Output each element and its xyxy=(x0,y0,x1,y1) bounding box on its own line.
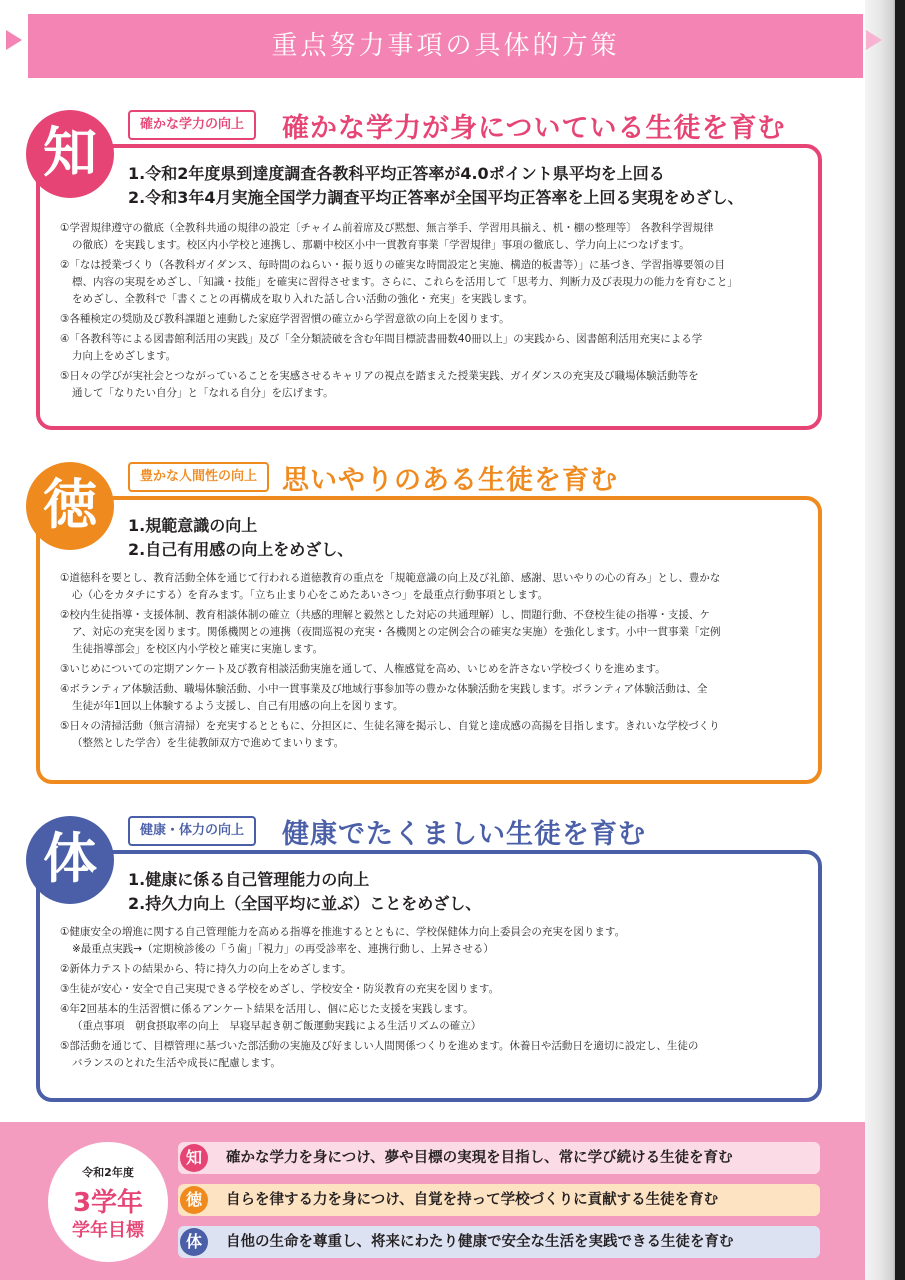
health-items xyxy=(60,924,802,1075)
section-health xyxy=(0,806,860,1106)
footer-goal-health xyxy=(178,1226,820,1258)
goal-item: 1.令和2年度県到達度調査各教科平均正答率が4.0ポイント県平均を上回る xyxy=(128,164,665,183)
knowledge-tag: 確かな学力の向上 xyxy=(128,110,256,140)
health-goals xyxy=(128,868,481,916)
footer-goal-text: 自らを律する力を身につけ、自覚を持って学校づくりに貢献する生徒を育む xyxy=(226,1192,719,1208)
list-item: ③各種検定の奨励及び教科課題と連動した家庭学習習慣の確立から学習意欲の向上を図ります。 xyxy=(60,313,510,325)
footer-health-badge: 体 xyxy=(180,1228,208,1256)
footer-grade: 3学年 xyxy=(72,1188,144,1218)
section-morality xyxy=(0,452,860,788)
goal-item: 2.自己有用感の向上をめざし、 xyxy=(128,540,354,559)
footer-label: 学年目標 xyxy=(72,1220,144,1241)
health-tag: 健康・体力の向上 xyxy=(128,816,256,846)
goal-item: 2.令和3年4月実施全国学力調査平均正答率が全国平均正答率を上回る実現をめざし、 xyxy=(128,188,744,207)
footer-year: 令和2年度 xyxy=(82,1166,134,1179)
page-edge xyxy=(865,0,905,1280)
header-banner xyxy=(28,14,863,78)
goal-item: 1.規範意識の向上 xyxy=(128,516,258,535)
morality-items xyxy=(60,570,802,755)
morality-badge: 徳 xyxy=(26,462,114,550)
knowledge-title: 確かな学力が身についている生徒を育む xyxy=(282,113,786,144)
header-arrow-right-icon xyxy=(866,30,882,50)
page-title: 重点努力事項の具体的方策 xyxy=(271,31,620,61)
knowledge-items xyxy=(60,220,802,405)
section-knowledge xyxy=(0,100,860,434)
list-item: ②「なは授業づくり（各教科ガイダンス、毎時間のねらい・振り返りの確実な時間設定と実施、構造的板書等）」に基づき、学習指導要領の目 標、内容の実現をめざし、「知識・技能」を確実に習得させます。さらに、これらを活用して「思考力、判断力及び表現力の能力を育むこと」 をめざし、全教科で「書くことの再構成を取り入れた話し合い活動の強化・充実」を実践します。 xyxy=(60,259,738,305)
list-item: ①道徳科を要とし、教育活動全体を通じて行われる道徳教育の重点を「規範意識の向上及び礼節、感謝、思いやりの心の育み」とし、豊かな 心（心をカタチにする）を育みます。「立ち止まり心をこめたあいさつ」を最重点行動事項とします。 xyxy=(60,572,721,601)
footer-knowledge-badge: 知 xyxy=(180,1144,208,1172)
list-item: ⑤部活動を通じて、目標管理に基づいた部活動の実施及び好ましい人間関係つくりを進めます。休養日や活動日を適切に設定し、生徒の バランスのとれた生活や成長に配慮します。 xyxy=(60,1040,699,1069)
health-badge: 体 xyxy=(26,816,114,904)
morality-title: 思いやりのある生徒を育む xyxy=(282,465,618,496)
footer-goal-text: 確かな学力を身につけ、夢や目標の実現を目指し、常に学び続ける生徒を育む xyxy=(226,1150,733,1166)
list-item: ④「各教科等による図書館利活用の実践」及び「全分類読破を含む年間目標読書冊数40冊以上」の実践から、図書館利活用充実による学 力向上をめざします。 xyxy=(60,333,703,362)
list-item: ①学習規律遵守の徹底（全教科共通の規律の設定〔チャイム前着席及び黙想、無言挙手、学習用具揃え、机・棚の整理等〕 各教科学習規律 の徹底）を実践します。校区内小学校と連携し、那覇中校区小中一貫教育事業「学習規律」事項の徹底し、学力向上につなげます。 xyxy=(60,222,714,251)
grade-circle xyxy=(48,1142,168,1262)
goal-item: 1.健康に係る自己管理能力の向上 xyxy=(128,870,370,889)
list-item: ①健康安全の増進に関する自己管理能力を高める指導を推進するとともに、学校保健体力向上委員会の充実を図ります。 ※最重点実践→（定期検診後の「う歯」「視力」の再受診率を、連携行動し、上昇させる） xyxy=(60,926,626,955)
morality-tag: 豊かな人間性の向上 xyxy=(128,462,269,492)
page-edge-dark xyxy=(895,0,905,1280)
list-item: ⑤日々の清掃活動（無言清掃）を充実するとともに、分担区に、生徒名簿を掲示し、自覚と達成感の高揚を目指します。きれいな学校づくり （整然とした学舎）を生徒教師双方で進めてまいります。 xyxy=(60,720,720,749)
list-item: ④年2回基本的生活習慣に係るアンケート結果を活用し、個に応じた支援を実践します。 （重点事項 朝食摂取率の向上 早寝早起き朝ご飯運動実践による生活リズムの確立） xyxy=(60,1003,482,1032)
knowledge-goals xyxy=(128,162,743,210)
list-item: ④ボランティア体験活動、職場体験活動、小中一貫事業及び地域行事参加等の豊かな体験活動を実践します。ボランティア体験活動は、全 生徒が年1回以上体験するよう支援し、自己有用感の向上を図ります。 xyxy=(60,683,708,712)
morality-goals xyxy=(128,514,353,562)
footer-morality-badge: 徳 xyxy=(180,1186,208,1214)
footer-goal-morality xyxy=(178,1184,820,1216)
footer-goal-knowledge xyxy=(178,1142,820,1174)
footer-goal-text: 自他の生命を尊重し、将来にわたり健康で安全な生活を実践できる生徒を育む xyxy=(226,1234,734,1250)
goal-item: 2.持久力向上（全国平均に並ぶ）ことをめざし、 xyxy=(128,894,482,913)
grade-goals-footer xyxy=(0,1122,865,1280)
list-item: ⑤日々の学びが実社会とつながっていることを実感させるキャリアの視点を踏まえた授業実践、ガイダンスの充実及び職場体験活動等を 通して「なりたい自分」と「なれる自分」を広げます。 xyxy=(60,370,699,399)
header-arrow-left-icon xyxy=(6,30,22,50)
list-item: ②校内生徒指導・支援体制、教育相談体制の確立（共感的理解と毅然とした対応の共通理解）し、問題行動、不登校生徒の指導・支援、ケ ア、対応の充実を図ります。関係機関との連携（夜間巡視の充実・各機関との定例会合の確実な実施）を強化します。小中一貫事業「定例 生徒指導部会」を校区内小学校と確実に実施します。 xyxy=(60,609,721,655)
list-item: ③いじめについての定期アンケート及び教育相談活動実施を通して、人権感覚を高め、いじめを許さない学校づくりを進めます。 xyxy=(60,663,666,675)
knowledge-badge: 知 xyxy=(26,110,114,198)
list-item: ②新体力テストの結果から、特に持久力の向上をめざします。 xyxy=(60,963,352,975)
list-item: ③生徒が安心・安全で自己実現できる学校をめざし、学校安全・防災教育の充実を図ります。 xyxy=(60,983,500,995)
health-title: 健康でたくましい生徒を育む xyxy=(282,819,646,850)
